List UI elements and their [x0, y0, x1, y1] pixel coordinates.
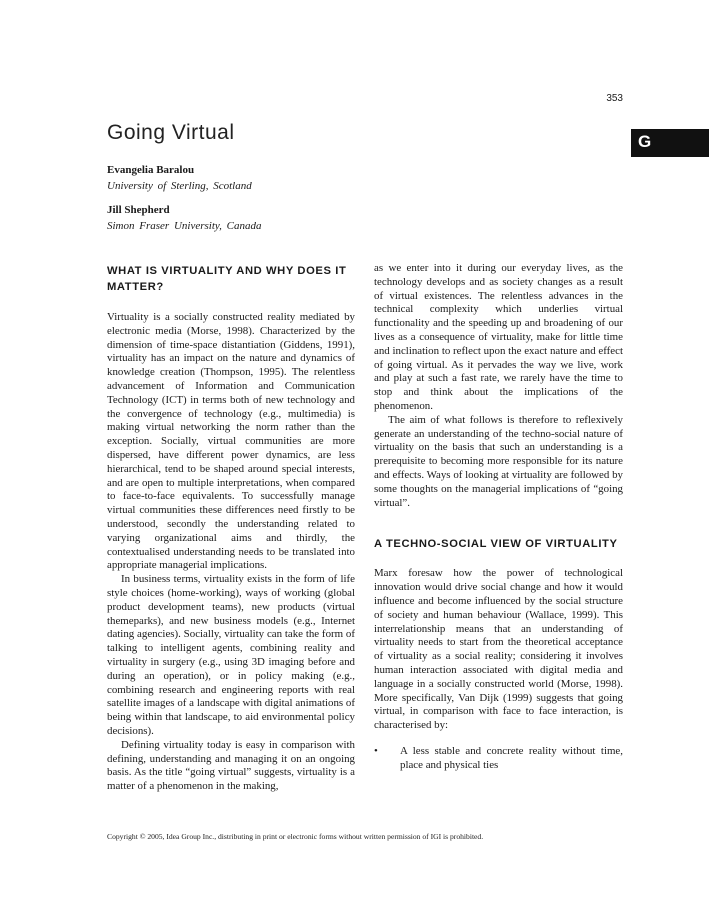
author-block-2 — [107, 202, 262, 234]
section-letter: G — [638, 132, 652, 151]
author-block-1 — [107, 162, 252, 194]
body-paragraph: Defining virtuality today is easy in comparison with defining, understanding and managing it on an ongoing basis. As the title “going virtual” suggests, virtuality is a matter of a phenomenon in the making, — [107, 738, 355, 793]
author-name: Evangelia Baralou — [107, 164, 195, 176]
bullet-list — [374, 745, 623, 773]
bullet-icon: • — [374, 744, 378, 757]
page-number: 353 — [606, 93, 623, 104]
article-title: Going Virtual — [107, 121, 235, 144]
section-heading: WHAT IS VIRTUALITY AND WHY DOES IT MATTER? — [107, 265, 347, 293]
left-column — [107, 263, 355, 794]
body-paragraph: In business terms, virtuality exists in the form of life style choices (home-working), ways of working (global product development teams), new products (virtual themeparks), and new business models (e.g., Internet dating agencies). Socially, virtuality can take the form of talking to intelligent agents, combining reality and virtuality in surgery (e.g., using 3D imaging before and during an operation), or in policy making (e.g., combining research and engineering reports with real satellite images of a landscape with digital animations of being within that landscape, to aid environmental policy decisions). — [107, 573, 355, 737]
body-paragraph: Virtuality is a socially constructed reality mediated by electronic media (Morse, 1998). Characterized by the dimension of time-space distantiation (Giddens, 1991), virtuality has an impact on the nature and dynamics of knowledge creation (Thompson, 1995). The relentless advancement of Information and Communication Technology (ICT) in terms both of new technology and the convergence of technology (e.g., multimedia) is making virtual networking the norm rather than the exception. Socially, virtual communities are more dispersed, have different power dynamics, are less hierarchical, tend to be shaped around special interests, and are open to multiple interpretations, when compared to face-to-face equivalents. To successfully manage virtual communities these differences need firstly to be understood, secondly the understanding related to varying organizational aims and thirdly, the contextualised understanding needs to be translated into appropriate managerial implications. — [107, 311, 355, 572]
author-name: Jill Shepherd — [107, 204, 170, 216]
body-paragraph: Marx foresaw how the power of technological innovation would drive social change and how it would influence and become influenced by the social structure of society and human behaviour (Wallace, 1999). This interrelationship means that an understanding of virtuality needs to start from the theoretical acceptance of virtuality as a social reality; considering it involves human interaction associated with digital media and language in a socially constructed world (Morse, 1998). More specifically, Van Dijk (1999) suggests that going virtual, in comparison with face to face interaction, is characterised by: — [374, 567, 623, 732]
list-item-text: A less stable and concrete reality without time, place and physical ties — [400, 744, 623, 771]
list-item — [374, 745, 623, 773]
right-column — [374, 262, 623, 773]
section-heading: A TECHNO-SOCIAL VIEW OF VIRTUALITY — [374, 538, 618, 551]
body-paragraph: as we enter into it during our everyday lives, as the technology develops and as society changes as a result of virtual existences. The relentless advances in the technical complexity which underlies virtual functionality and the speeding up and broadening of our lives as a consequence of virtuality, make for little time and inclination to reflect upon the exact nature and effect of going virtual. As it pervades the way we live, work and play at such a fast rate, we rarely have the time to stop and think about the implications of the phenomenon. — [374, 262, 623, 412]
body-paragraph: The aim of what follows is therefore to reflexively generate an understanding of the techno-social nature of virtuality on the basis that such an understanding is a prerequisite to becoming more responsible for its nature and effects. Ways of looking at virtuality are followed by some thoughts on the managerial implications of “going virtual”. — [374, 413, 623, 509]
author-affiliation: University of Sterling, Scotland — [107, 180, 252, 192]
section-letter-tab — [631, 129, 709, 157]
copyright-footer: Copyright © 2005, Idea Group Inc., distributing in print or electronic forms without written permission of IGI is prohibited. — [107, 832, 484, 841]
author-affiliation: Simon Fraser University, Canada — [107, 220, 262, 232]
